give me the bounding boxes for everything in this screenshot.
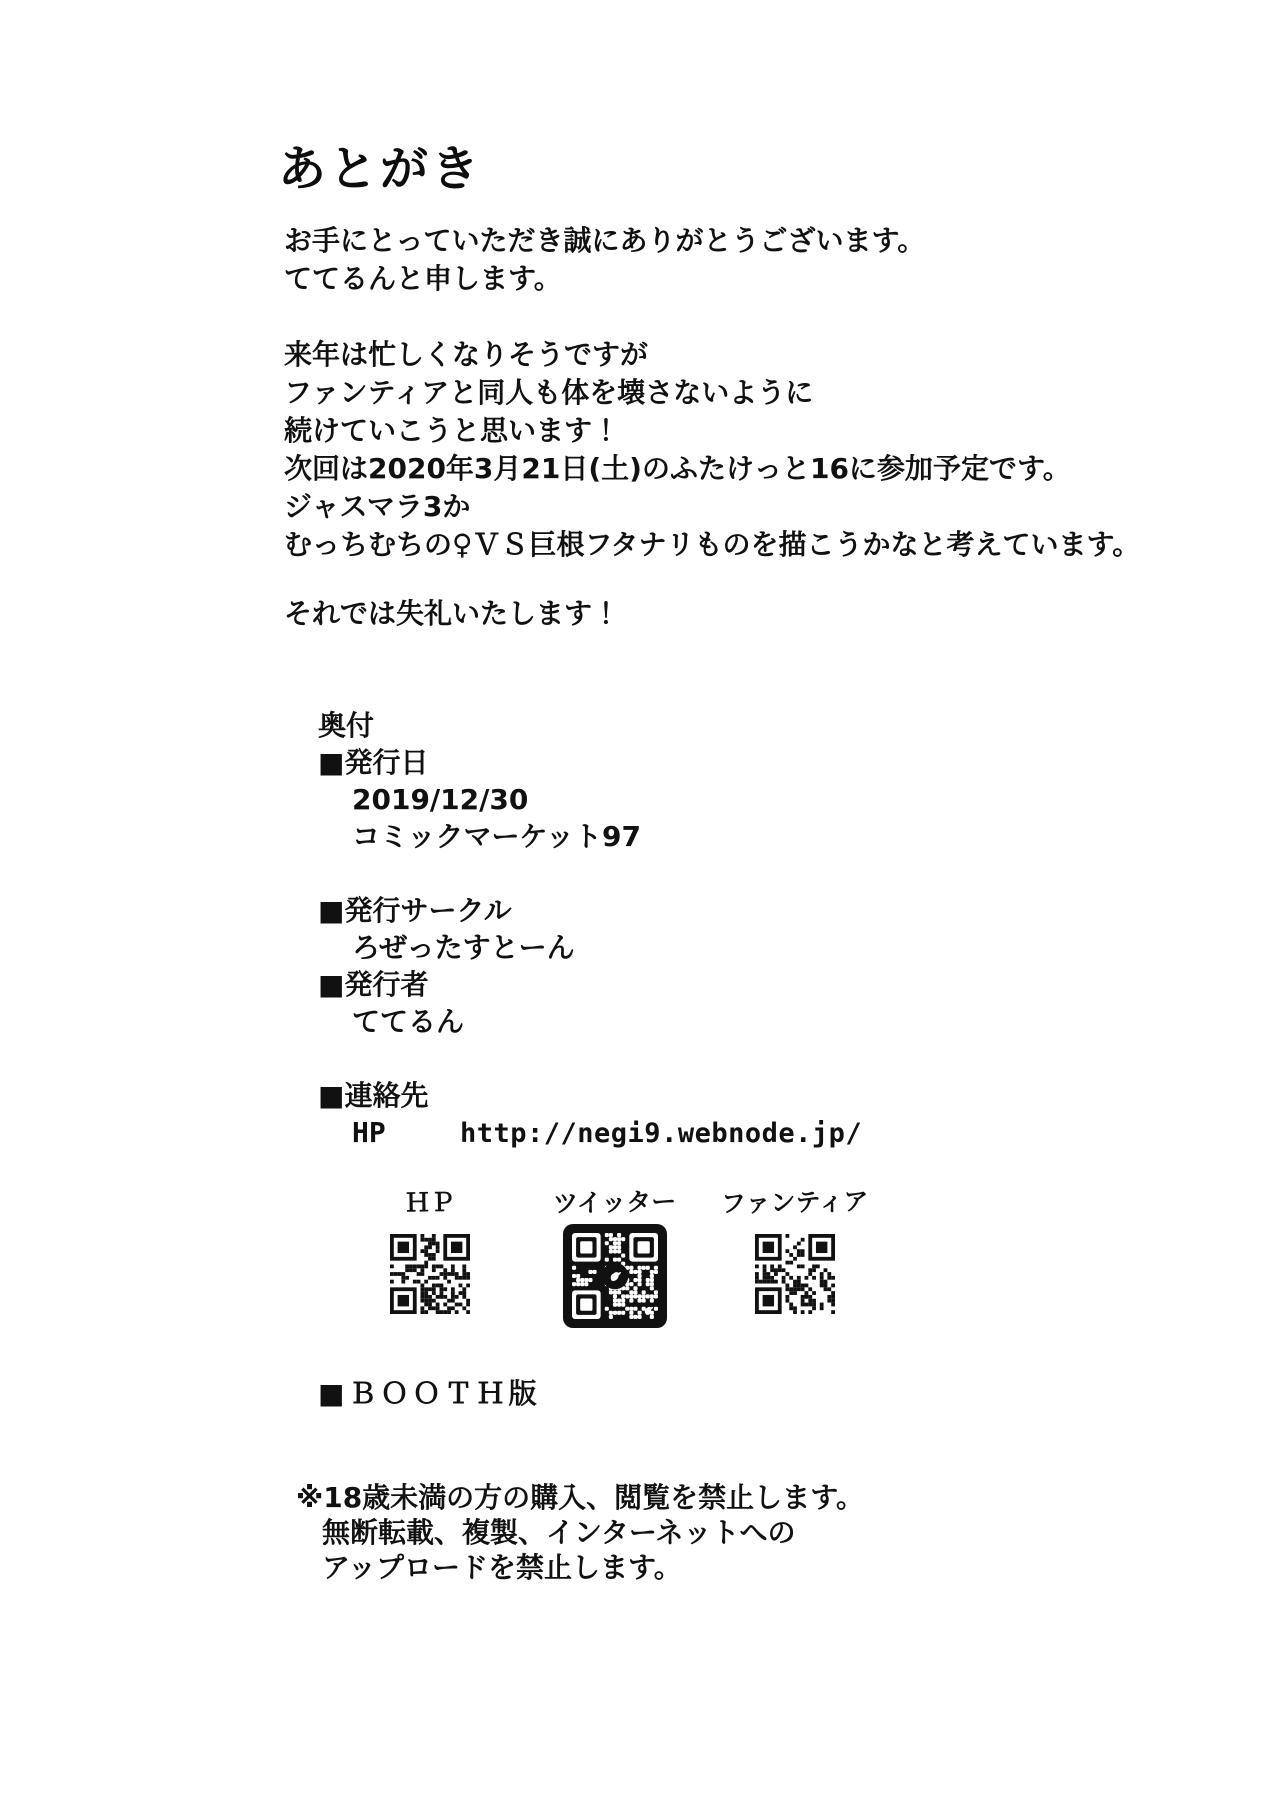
notice-line: ※18歳未満の方の購入、閲覧を禁止します。 bbox=[296, 1481, 864, 1514]
notice-line: アップロードを禁止します。 bbox=[322, 1551, 682, 1584]
qr-label-hp: ＨＰ bbox=[404, 1187, 456, 1218]
publish-event-value: コミックマーケット97 bbox=[352, 820, 642, 853]
circle-value: ろぜったすとーん bbox=[352, 931, 575, 964]
closing-line: それでは失礼いたします！ bbox=[284, 597, 621, 630]
plans-paragraph bbox=[284, 336, 1140, 564]
qr-column-hp bbox=[350, 1188, 510, 1314]
qr-code-row bbox=[0, 1188, 1280, 1348]
greeting-paragraph bbox=[284, 222, 925, 298]
publish-date-value: 2019/12/30 bbox=[352, 783, 529, 816]
text-line: むっちむちの♀ＶＳ巨根フタナリものを描こうかなと考えています。 bbox=[284, 528, 1141, 561]
text-line: ファンティアと同人も体を壊さないように bbox=[284, 376, 814, 409]
qr-column-twitter bbox=[535, 1188, 695, 1328]
contact-homepage-row bbox=[318, 1114, 862, 1152]
age-notice bbox=[296, 1480, 864, 1585]
qr-label-twitter: ツイッター bbox=[553, 1186, 677, 1219]
text-line: ジャスマラ3か bbox=[284, 490, 471, 523]
text-line: ててるんと申します。 bbox=[284, 262, 562, 295]
spacer bbox=[318, 855, 862, 892]
text-line: 次回は2020年3月21日(土)のふたけっと16に参加予定です。 bbox=[284, 452, 1071, 485]
homepage-label: HP bbox=[352, 1116, 386, 1149]
publisher-label: ■発行者 bbox=[318, 968, 429, 1001]
qr-code-twitter-icon bbox=[563, 1224, 667, 1328]
text-line: 来年は忙しくなりそうですが bbox=[284, 338, 649, 371]
circle-label: ■発行サークル bbox=[318, 894, 512, 927]
colophon bbox=[318, 707, 862, 1152]
booth-edition-label: ■ＢＯＯＴＨ版 bbox=[318, 1377, 541, 1410]
notice-line: 無断転載、複製、インターネットへの bbox=[322, 1516, 796, 1549]
text-line: お手にとっていただき誠にありがとうございます。 bbox=[284, 224, 926, 257]
qr-code-icon bbox=[390, 1234, 470, 1314]
qr-column-fantia bbox=[715, 1188, 875, 1314]
text-line: 続けていこうと思います！ bbox=[284, 414, 621, 447]
publish-date-label: ■発行日 bbox=[318, 746, 429, 779]
homepage-url: http://negi9.webnode.jp/ bbox=[460, 1118, 863, 1149]
spacer bbox=[318, 1040, 862, 1077]
page-title: あとがき bbox=[278, 141, 483, 197]
qr-code-icon bbox=[755, 1234, 835, 1314]
colophon-heading: 奥付 bbox=[318, 709, 375, 742]
contact-label: ■連絡先 bbox=[318, 1079, 429, 1112]
qr-label-fantia: ファンティア bbox=[720, 1186, 869, 1219]
publisher-value: ててるん bbox=[352, 1005, 465, 1038]
